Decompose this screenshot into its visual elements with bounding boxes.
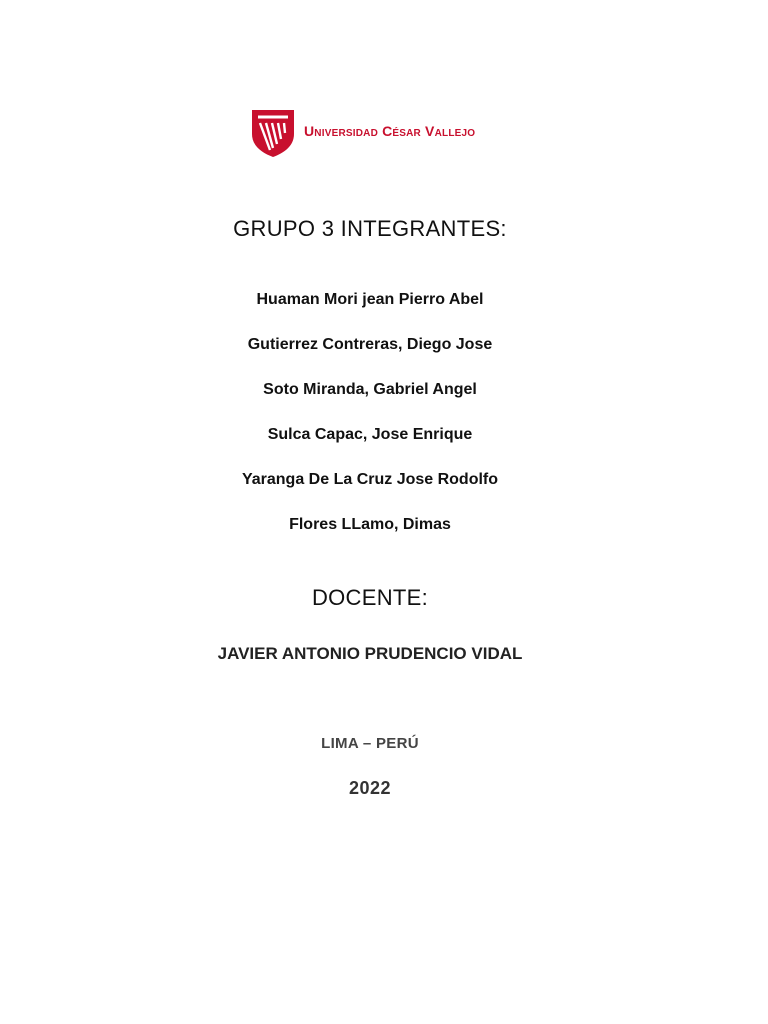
member-name: Gutierrez Contreras, Diego Jose [247, 336, 493, 353]
ucv-shield-icon [250, 108, 296, 158]
university-logo-text: Universidad César Vallejo [304, 123, 476, 139]
docente-heading: DOCENTE: [311, 585, 429, 610]
place-label: LIMA – PERÚ [321, 735, 419, 752]
member-name: Soto Miranda, Gabriel Angel [263, 381, 477, 398]
university-logo [250, 107, 475, 159]
member-name: Flores LLamo, Dimas [289, 516, 451, 533]
group-heading: GRUPO 3 INTEGRANTES: [233, 216, 507, 241]
member-name: Huaman Mori jean Pierro Abel [256, 291, 484, 308]
year-label: 2022 [348, 778, 392, 798]
docente-name: JAVIER ANTONIO PRUDENCIO VIDAL [217, 644, 523, 663]
member-name: Yaranga De La Cruz Jose Rodolfo [241, 471, 499, 488]
member-name: Sulca Capac, Jose Enrique [267, 426, 473, 443]
